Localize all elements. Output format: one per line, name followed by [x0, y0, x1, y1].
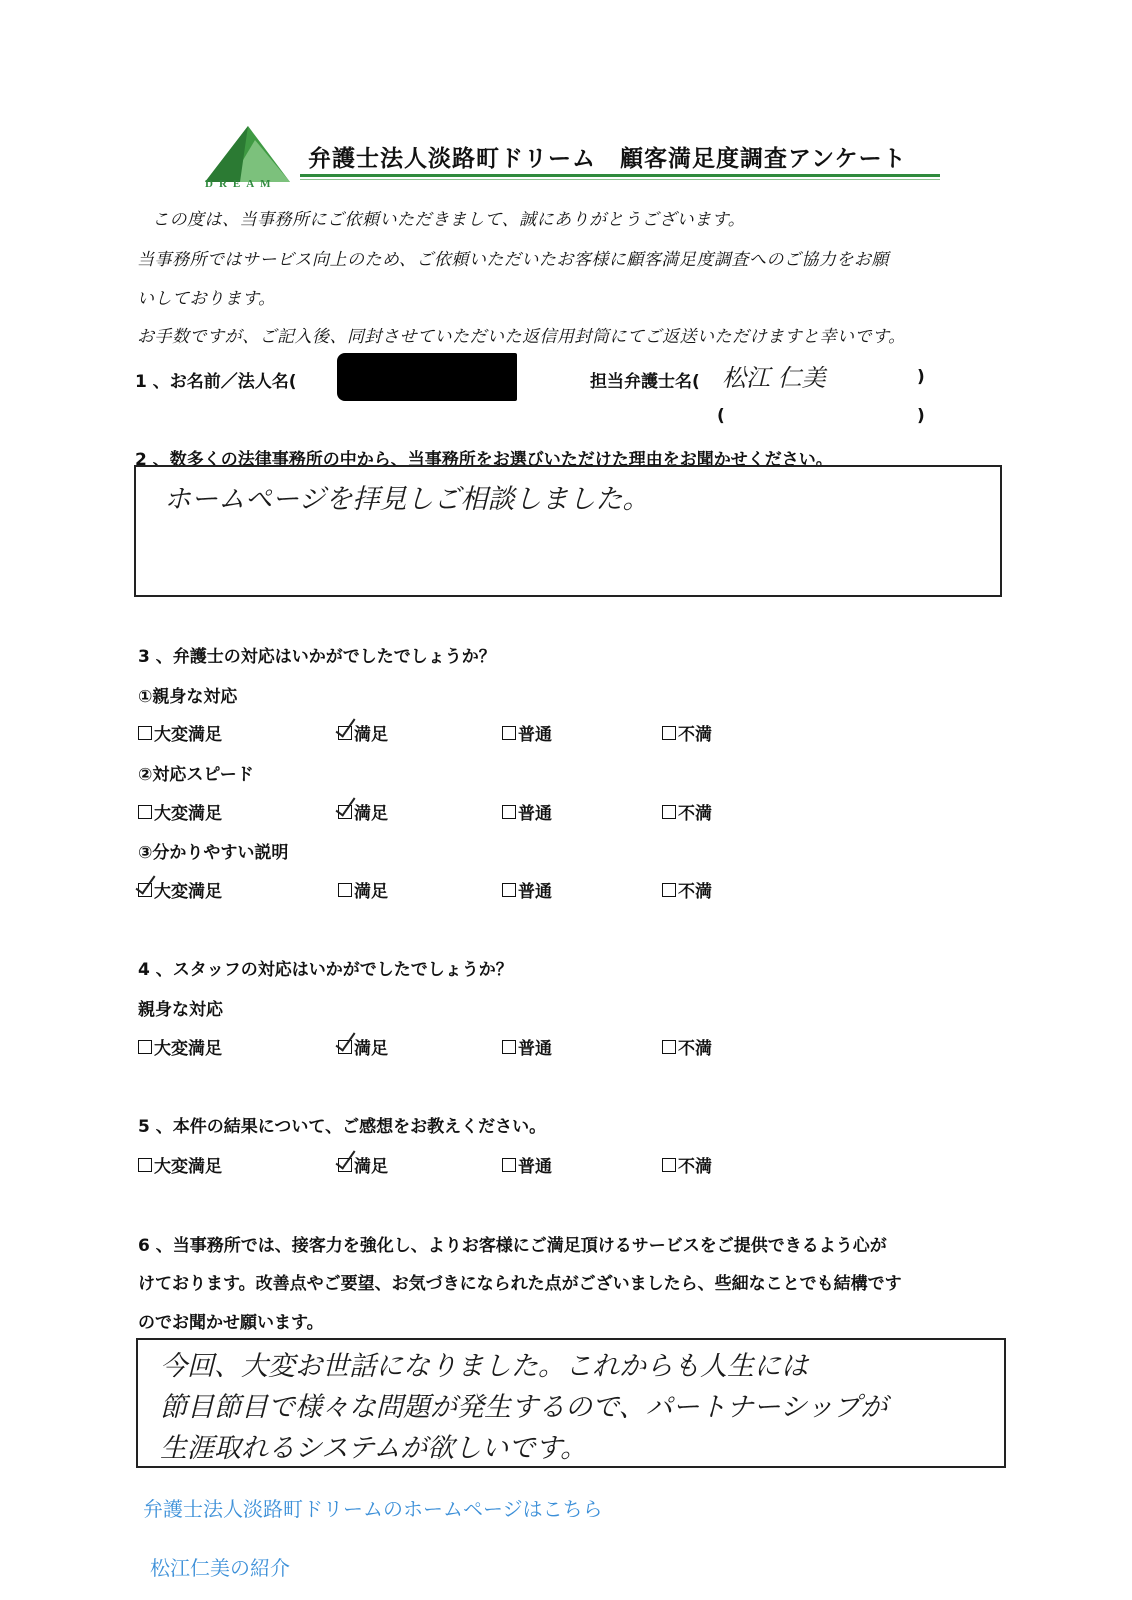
q5-normal[interactable]: 普通	[502, 1152, 552, 1177]
redacted-name	[337, 353, 517, 401]
q3-sub1-label: ①親身な対応	[138, 687, 238, 707]
intro-line-1: この度は、当事務所にご依頼いただきまして、誠にありがとうございます。	[152, 210, 746, 230]
q5-dissatisfied[interactable]: 不満	[662, 1152, 712, 1177]
q6-line-3: のでお聞かせ願います。	[138, 1313, 324, 1333]
checkbox-icon[interactable]	[502, 805, 516, 819]
q4-satisfied[interactable]: 満足	[338, 1034, 388, 1059]
q3-2-dissatisfied[interactable]: 不満	[662, 799, 712, 824]
q3-3-dissatisfied[interactable]: 不満	[662, 877, 712, 902]
q1-lawyer-value[interactable]: 松江 仁美	[722, 364, 826, 392]
title-underline	[300, 174, 940, 177]
checkbox-checked-icon[interactable]	[338, 1158, 352, 1172]
checkbox-icon[interactable]	[138, 1158, 152, 1172]
checkbox-icon[interactable]	[138, 1040, 152, 1054]
checkbox-icon[interactable]	[662, 1040, 676, 1054]
title-underline-thin	[300, 179, 940, 180]
q3-1-normal[interactable]: 普通	[502, 720, 552, 745]
q3-2-satisfied[interactable]: 満足	[338, 799, 388, 824]
q3-3-normal[interactable]: 普通	[502, 877, 552, 902]
checkbox-icon[interactable]	[662, 805, 676, 819]
q4-normal[interactable]: 普通	[502, 1034, 552, 1059]
checkbox-icon[interactable]	[338, 883, 352, 897]
q1-second-close: )	[917, 406, 925, 426]
q3-sub2-label: ②対応スピード	[138, 765, 254, 785]
q3-label: 3 、弁護士の対応はいかがでしたでしょうか？	[138, 647, 496, 667]
q1-name-label: 1 、お名前／法人名(	[135, 372, 297, 392]
intro-line-3: いしております。	[137, 289, 276, 309]
q3-1-dissatisfied[interactable]: 不満	[662, 720, 712, 745]
q3-3-very-satisfied[interactable]: 大変満足	[138, 877, 222, 902]
q4-dissatisfied[interactable]: 不満	[662, 1034, 712, 1059]
checkbox-icon[interactable]	[502, 1158, 516, 1172]
page-title: 弁護士法人淡路町ドリーム 顧客満足度調査アンケート	[308, 146, 907, 172]
q3-1-very-satisfied[interactable]: 大変満足	[138, 720, 222, 745]
q6-answer-line-3: 生涯取れるシステムが欲しいです。	[160, 1433, 588, 1464]
q1-lawyer-close: )	[917, 367, 925, 387]
q1-second-open: (	[717, 406, 725, 426]
q6-line-2: けております。改善点やご要望、お気づきになられた点がございましたら、些細なことでも結構です	[138, 1274, 902, 1294]
q6-answer-box[interactable]	[136, 1338, 1006, 1468]
checkbox-icon[interactable]	[502, 726, 516, 740]
q1-lawyer-label: 担当弁護士名(	[590, 372, 700, 392]
checkbox-icon[interactable]	[502, 883, 516, 897]
checkbox-checked-icon[interactable]	[138, 883, 152, 897]
checkbox-checked-icon[interactable]	[338, 1040, 352, 1054]
q5-satisfied[interactable]: 満足	[338, 1152, 388, 1177]
q3-3-satisfied[interactable]: 満足	[338, 877, 388, 902]
checkbox-icon[interactable]	[138, 726, 152, 740]
q3-2-normal[interactable]: 普通	[502, 799, 552, 824]
q6-answer-line-1: 今回、大変お世話になりました。これからも人生には	[160, 1351, 808, 1382]
q5-label: 5 、本件の結果について、ご感想をお教えください。	[138, 1117, 547, 1137]
intro-line-4: お手数ですが、ご記入後、同封させていただいた返信用封筒にてご返送いただけますと幸いです。	[137, 327, 906, 347]
intro-line-2: 当事務所ではサービス向上のため、ご依頼いただいたお客様に顧客満足度調査へのご協力をお願	[137, 250, 889, 270]
checkbox-checked-icon[interactable]	[338, 805, 352, 819]
q3-2-very-satisfied[interactable]: 大変満足	[138, 799, 222, 824]
q6-line-1: 6 、当事務所では、接客力を強化し、よりお客様にご満足頂けるサービスをご提供できるよう心が	[138, 1236, 887, 1256]
q2-answer: ホームページを拝見しご相談しました。	[164, 484, 650, 515]
q4-label: 4 、スタッフの対応はいかがでしたでしょうか？	[138, 960, 513, 980]
q6-answer-line-2: 節目節目で様々な問題が発生するので、パートナーシップが	[160, 1392, 888, 1423]
q5-very-satisfied[interactable]: 大変満足	[138, 1152, 222, 1177]
checkbox-icon[interactable]	[662, 883, 676, 897]
logo-text: DREAM	[205, 178, 277, 190]
checkbox-icon[interactable]	[662, 726, 676, 740]
checkbox-icon[interactable]	[138, 805, 152, 819]
q4-very-satisfied[interactable]: 大変満足	[138, 1034, 222, 1059]
q4-sub1-label: 親身な対応	[138, 1000, 223, 1020]
profile-link[interactable]: 松江仁美の紹介	[150, 1556, 290, 1580]
q3-sub3-label: ③分かりやすい説明	[138, 843, 289, 863]
q2-answer-box[interactable]	[134, 465, 1002, 597]
checkbox-icon[interactable]	[662, 1158, 676, 1172]
q2-label: 2 、数多くの法律事務所の中から、当事務所をお選びいただけた理由をお聞かせください。	[135, 450, 833, 470]
checkbox-icon[interactable]	[502, 1040, 516, 1054]
q3-1-satisfied[interactable]: 満足	[338, 720, 388, 745]
homepage-link[interactable]: 弁護士法人淡路町ドリームのホームページはこちら	[143, 1497, 603, 1521]
checkbox-checked-icon[interactable]	[338, 726, 352, 740]
